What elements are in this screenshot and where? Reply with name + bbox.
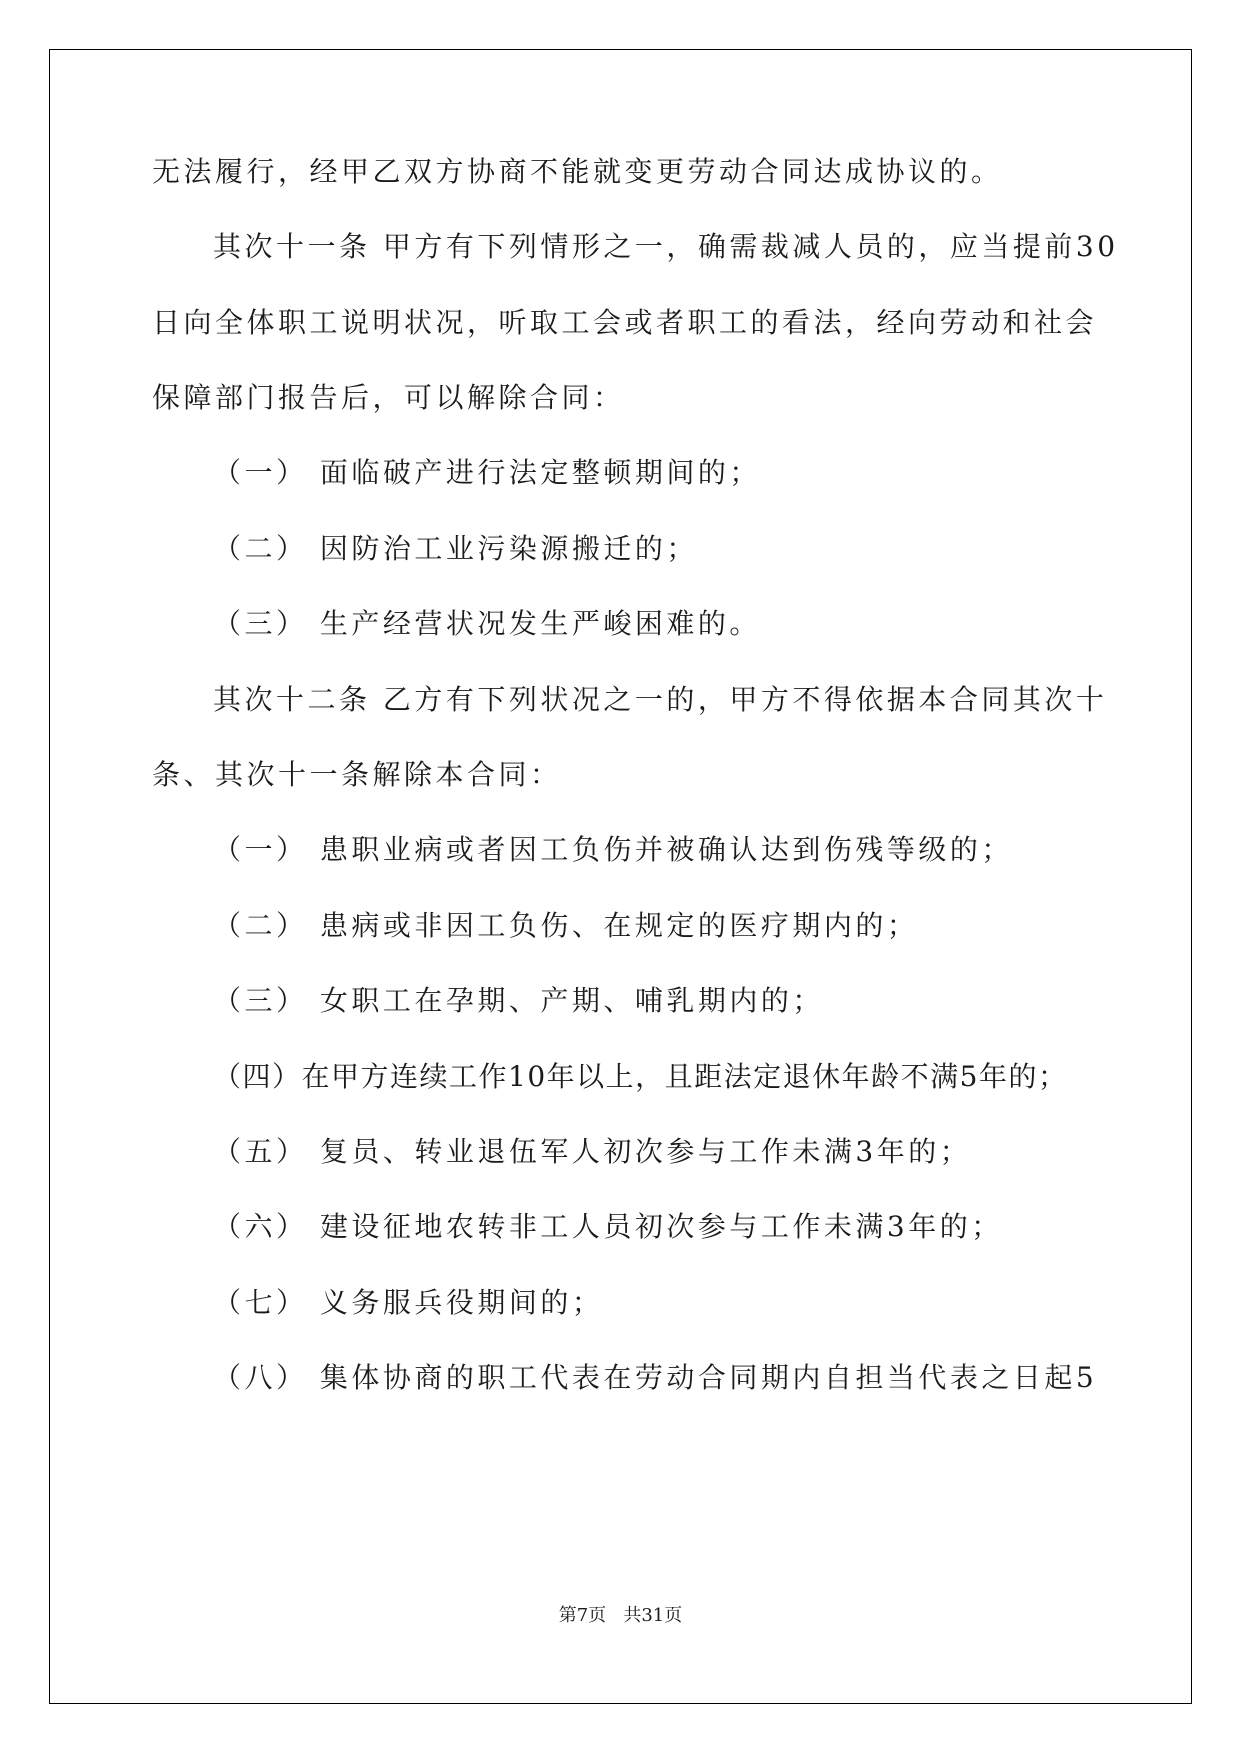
article-21-item-2: （二） 因防治工业污染源搬迁的； bbox=[213, 532, 698, 565]
article-22-item-4: （四）在甲方连续工作10年以上，且距法定退休年龄不满5年的； bbox=[213, 1060, 1068, 1093]
text-line-1: 无法履行，经甲乙双方协商不能就变更劳动合同达成协议的。 bbox=[152, 155, 1003, 188]
article-22-item-2: （二） 患病或非因工负伤、在规定的医疗期内的； bbox=[213, 909, 919, 942]
article-21-line-3: 保障部门报告后，可以解除合同： bbox=[152, 381, 625, 414]
article-22-item-3: （三） 女职工在孕期、产期、哺乳期内的； bbox=[213, 984, 824, 1017]
article-21-line-1: 其次十一条 甲方有下列情形之一，确需裁减人员的，应当提前30 bbox=[213, 230, 1119, 263]
page-footer: 第7页 共31页 bbox=[558, 1605, 683, 1626]
article-22-item-6: （六） 建设征地农转非工人员初次参与工作未满3年的； bbox=[213, 1210, 1003, 1243]
article-21-item-1: （一） 面临破产进行法定整顿期间的； bbox=[213, 456, 761, 489]
page-border bbox=[49, 49, 1192, 1704]
article-22-item-1: （一） 患职业病或者因工负伤并被确认达到伤残等级的； bbox=[213, 833, 1013, 866]
article-22-item-8: （八） 集体协商的职工代表在劳动合同期内自担当代表之日起5 bbox=[213, 1361, 1098, 1394]
article-22-line-2: 条、其次十一条解除本合同： bbox=[152, 758, 562, 791]
article-22-line-1: 其次十二条 乙方有下列状况之一的，甲方不得依据本合同其次十 bbox=[213, 683, 1108, 716]
article-22-item-7: （七） 义务服兵役期间的； bbox=[213, 1286, 604, 1319]
article-22-item-5: （五） 复员、转业退伍军人初次参与工作未满3年的； bbox=[213, 1135, 972, 1168]
article-21-item-3: （三） 生产经营状况发生严峻困难的。 bbox=[213, 607, 761, 640]
article-21-line-2: 日向全体职工说明状况，听取工会或者职工的看法，经向劳动和社会 bbox=[152, 306, 1098, 339]
